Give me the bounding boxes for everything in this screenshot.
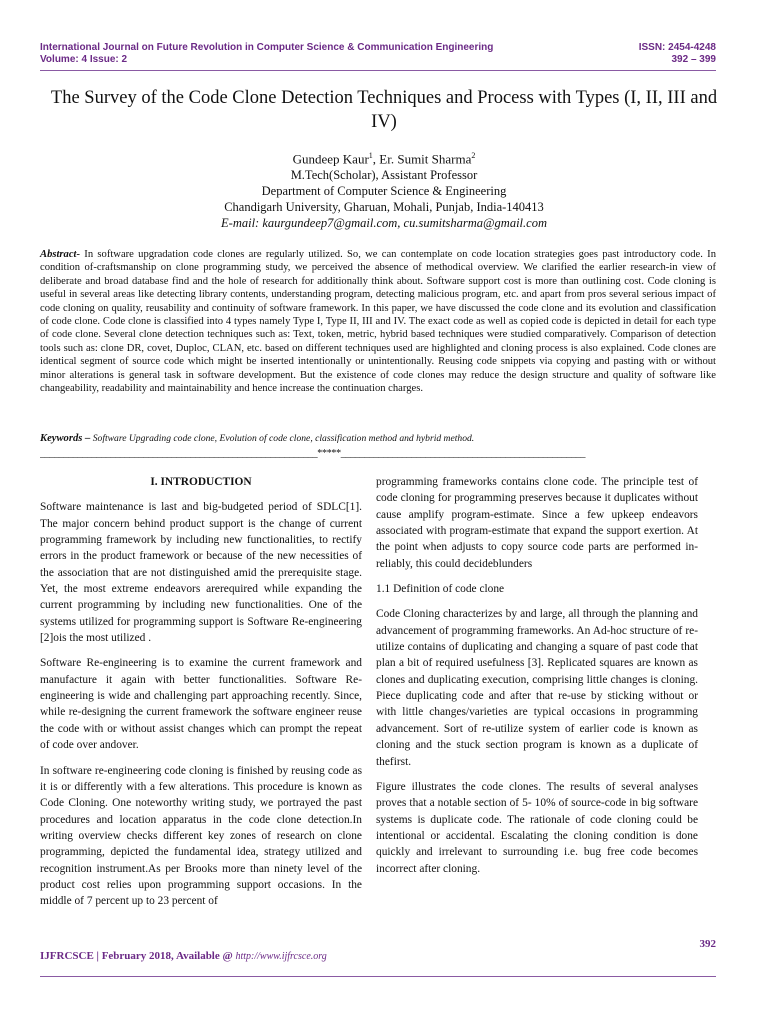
author-roles: M.Tech(Scholar), Assistant Professor: [290, 168, 478, 183]
issn: ISSN: 2454-4248: [638, 42, 716, 53]
keywords: [40, 432, 716, 445]
page-range: 392 – 399: [671, 54, 716, 65]
section-divider: ___________________________________________________________*****____________________________________________________: [40, 448, 586, 459]
author-names: [40, 148, 728, 167]
left-column: [40, 474, 362, 919]
intro-paragraph-3: In software re-engineering code cloning is finished by reusing code as it is or differently with a few alterations. This procedure is known as Code Cloning. One noteworthy writing study, we portrayed the past procedures and location apparatus in the code clone detection.In writing overview checks different key zones of research on clone programming, depicted the fundamental idea, strategy utilized and recognition instrument.As per Brooks more than ninety level of the product cost relies upon programming support occasions. In the middle of 7 percent up to 23 percent of: [40, 764, 362, 908]
right-column: [376, 474, 698, 886]
author-1: Gundeep Kaur: [292, 151, 369, 167]
author-block: [40, 148, 728, 231]
paper-title: The Survey of the Code Clone Detection Techniques and Process with Types (I, II, III and IV): [50, 88, 718, 132]
right-paragraph-1: programming frameworks contains clone code. The principle test of code cloning for programming preserves because it duplicates without cause amplify program-estimate. Since a few upkeep endeavors associated with program-estimate that expand the support exertion. At the point when adjusts to copy source code parts are performed in- reliably, this could decideblunders: [376, 476, 698, 570]
journal-name: International Journal on Future Revolution in Computer Science & Communication Engineering: [40, 42, 494, 53]
subsection-heading: 1.1 Definition of code clone: [376, 583, 505, 596]
author-2-sup: 2: [471, 151, 476, 160]
keywords-text: Software Upgrading code clone, Evolution of code clone, classification method and hybrid method.: [90, 433, 475, 444]
footer-rule: [40, 976, 716, 977]
volume-issue: Volume: 4 Issue: 2: [40, 54, 128, 65]
right-paragraph-2: Code Cloning characterizes by and large, all through the planning and advancement of programming frameworks. An Ad-hoc structure of re-utilize contains of duplicating and changing a square of past code that plan a bit of required usefulness [3]. Replicated squares are known as clones and duplicating execution, comprising little changes is cloning. Piece duplicating code and after that re-use by sticking without or with little changes/varieties are typical occasions in programming advancement. Sort of re-utilize system of earlier code is known as cloning and the stuck section program is known as a duplicate of thefirst.: [376, 608, 698, 768]
page-number: 392: [699, 938, 716, 950]
author-1-sup: 1: [368, 151, 373, 160]
abstract: [40, 248, 716, 395]
footer: [40, 950, 327, 962]
author-separator: ,: [372, 151, 380, 167]
abstract-text: In software upgradation code clones are regularly utilized. So, we can contemplate on code location strategies goes past introductory code. In condition of-craftsmanship on clone programming study, we perceived the absence of methodical overview. We clarified the earlier research-in view of deliberate and broad database find and the hole of research for additionally think about. Software support cost is more than outlining cost. Code cloning is useful in several areas like detecting library contents, understanding program, detecting malicious program, etc. and apart from pros several serious impact of code cloning on quality, reusability and continuity of software framework. In this paper, we have discussed the code clone and its evolution and classification of code clone. Code clone is classified into 4 types namely Type I, Type II, III and IV. The exact code as well as copied code is depicted in detail for each type of code clone. Several clone detection techniques such as: Text, token, metric, hybrid based techniques were studied comparatively. Comparison of detection tools such as: clone DR, covet, Duploc, CLAN, etc. based on different techniques used are highlighted and cloning process is also explained. Code clones are identical segment of source code which might be inserted intentionally or unintentionally. Reusing code snippets via copying and pasting with or without minor alterations is general task in software development. But the existence of code clones may reduce the design structure and quality of software like changeability, readability and maintainability and hence increase the continuation charges.: [40, 249, 716, 395]
author-2: Er. Sumit Sharma: [379, 151, 472, 167]
footer-url[interactable]: http://www.ijfrcsce.org: [235, 951, 327, 962]
footer-journal: IJFRCSCE | February 2018, Available @: [40, 950, 236, 962]
intro-paragraph-2: Software Re-engineering is to examine the current framework and manufacture it again with better functionalities. Software Re-engineering is wide and challenging part approaching recently. Since, while re-designing the current framework the software engineer reuse the code with or without assist changes which can prompt the repeat of code over andover.: [40, 657, 362, 752]
email: E-mail: kaurgundeep7@gmail.com, cu.sumitsharma@gmail.com: [221, 216, 547, 231]
journal-header-left: [40, 42, 493, 66]
university: Chandigarh University, Gharuan, Mohali, Punjab, India-140413: [224, 200, 544, 215]
journal-header-right: [639, 42, 716, 66]
intro-paragraph-1: Software maintenance is last and big-budgeted period of SDLC[1]. The major concern behind product support is the change of current programming framework by including new functionalities, to rectify errors in the product framework or because of the new necessities of the association that are not distinguished amid the prerequisite stage. Yet, the most extreme endeavors arerequired while expanding the current programming by including new functionalities. One of the systems utilized for programming support is Software Re-engineering [2]ois the most utilized .: [40, 501, 362, 645]
right-paragraph-3: Figure illustrates the code clones. The results of several analyses proves that a notable section of 5- 10% of source-code in big software systems is duplicate code. The rationale of code cloning could be intentional or accidental. Escalating the cloning condition is done quickly and irrelevant to surrounding i.e. bug free code becomes incorrect after cloning.: [376, 780, 698, 875]
keywords-label: Keywords –: [40, 433, 91, 444]
header-rule: [40, 70, 716, 71]
abstract-label: Abstract-: [40, 249, 81, 260]
section-heading-introduction: I. INTRODUCTION: [150, 476, 252, 488]
department: Department of Computer Science & Engineering: [261, 184, 507, 199]
